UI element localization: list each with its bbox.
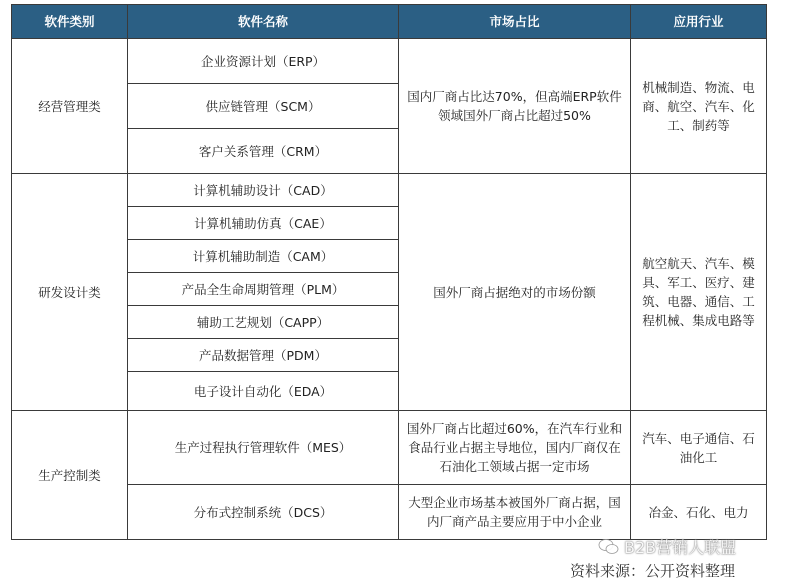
header-category: 软件类别	[12, 5, 128, 39]
software-cell: 计算机辅助制造（CAM）	[128, 240, 399, 273]
header-industry: 应用行业	[631, 5, 767, 39]
software-cell: 产品全生命周期管理（PLM）	[128, 273, 399, 306]
software-cell: 计算机辅助设计（CAD）	[128, 174, 399, 207]
software-cell: 计算机辅助仿真（CAE）	[128, 207, 399, 240]
industry-cell: 航空航天、汽车、模具、军工、医疗、建筑、电器、通信、工程机械、集成电路等	[631, 174, 767, 411]
watermark	[598, 535, 736, 558]
table-header-row	[12, 5, 767, 39]
software-cell: 分布式控制系统（DCS）	[128, 485, 399, 540]
share-cell: 国外厂商占据绝对的市场份额	[399, 174, 631, 411]
industry-cell: 机械制造、物流、电商、航空、汽车、化工、制药等	[631, 39, 767, 174]
table-row	[12, 39, 767, 84]
watermark-text: B2B营销人联盟	[624, 538, 737, 557]
category-cell: 研发设计类	[12, 174, 128, 411]
software-cell: 生产过程执行管理软件（MES）	[128, 411, 399, 485]
software-cell: 客户关系管理（CRM）	[128, 129, 399, 174]
software-cell: 产品数据管理（PDM）	[128, 339, 399, 372]
industry-cell: 冶金、石化、电力	[631, 485, 767, 540]
software-cell: 供应链管理（SCM）	[128, 84, 399, 129]
share-cell: 国外厂商占比超过60%，在汽车行业和食品行业占据主导地位，国内厂商仅在石油化工领域占据一定市场	[399, 411, 631, 485]
software-cell: 企业资源计划（ERP）	[128, 39, 399, 84]
category-cell: 生产控制类	[12, 411, 128, 540]
share-cell: 大型企业市场基本被国外厂商占据，国内厂商产品主要应用于中小企业	[399, 485, 631, 540]
header-share: 市场占比	[399, 5, 631, 39]
table-row	[12, 174, 767, 207]
industry-cell: 汽车、电子通信、石油化工	[631, 411, 767, 485]
category-cell: 经营管理类	[12, 39, 128, 174]
software-table	[11, 4, 767, 540]
wechat-icon	[598, 538, 620, 556]
source-note: 资料来源：公开资料整理	[570, 562, 736, 580]
table-row	[12, 411, 767, 485]
software-cell: 电子设计自动化（EDA）	[128, 372, 399, 411]
header-software: 软件名称	[128, 5, 399, 39]
share-cell: 国内厂商占比达70%，但高端ERP软件领域国外厂商占比超过50%	[399, 39, 631, 174]
software-cell: 辅助工艺规划（CAPP）	[128, 306, 399, 339]
